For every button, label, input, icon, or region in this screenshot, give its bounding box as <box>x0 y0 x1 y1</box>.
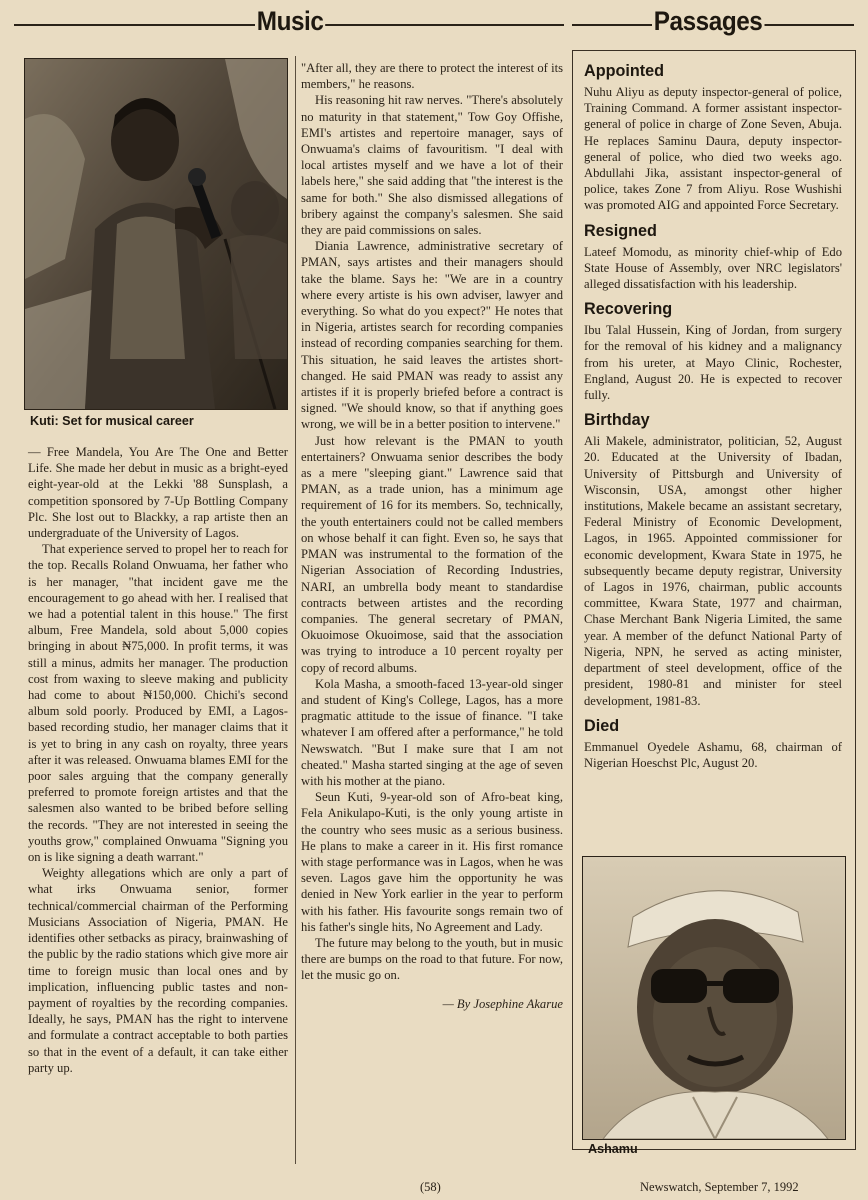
ashamu-photo <box>582 856 846 1140</box>
article-byline: — By Josephine Akarue <box>442 996 563 1011</box>
passages-content <box>584 62 842 779</box>
ashamu-photo-caption: Ashamu <box>588 1142 638 1156</box>
passage-heading: Birthday <box>584 411 650 430</box>
section-title-music: Music <box>256 6 324 36</box>
passage-resigned <box>584 222 842 293</box>
passage-appointed <box>584 62 842 214</box>
passage-birthday <box>584 411 842 708</box>
article-column-2 <box>301 60 563 1012</box>
passage-heading: Appointed <box>584 62 665 80</box>
kuti-photo-caption: Kuti: Set for musical career <box>30 414 194 428</box>
col2-paragraph: Just how relevant is the PMAN to youth entertainers? Onwuama senior describes the body as a mere "sleeping giant." Lawrence said that PMAN, as a trade union, has a minimum age requirement of 16 for its members. So, technically, the youth entertainers could not be called members on whose behalf it can fight. Even so, he says that PMAN was instrumental to the formation of the Nigerian Association of Recording Industries, NARI, an umbrella body meant to standardise contracts between artistes and the recording companies. The general secretary of PMAN, Okuoimose Okuoimose, said that the association was trying to introduce a 10 percent royalty per copy of record albums. <box>301 433 563 675</box>
passage-body: Nuhu Aliyu as deputy inspector-general of police, Training Command. A former assistant inspector-general of police in charge of Zone Seven, Abuja. He replaces Saminu Daura, deputy inspector-general of police, who died two weeks ago. Abdullahi Jika, assistant inspector-general of police, takes Zone 7 from Aliyu. Rose Wushishi was promoted AIG and appointed Force Secretary. <box>584 85 842 213</box>
passage-body: Ibu Talal Hussein, King of Jordan, from surgery for the removal of his kidney and a malignancy from his ureter, at Mayo Clinic, Rochester, England, August 20. He is expected to recover fully. <box>584 323 842 403</box>
col2-paragraph: Diania Lawrence, administrative secretary of PMAN, says artistes and their managers should take the blame. Says he: "We are in a country where every artiste is his own adviser, lawyer and everything. So what do you expect?" He notes that in Nigeria, artistes search for recording companies instead of recording companies searching for them. This situation, he said leaves the artistes short-changed. He said PMAN was ready to assist any artistes if it is properly briefed before a contract is signed. "We should know, so that if anything goes wrong, we will be in a better position to intervene." <box>301 239 563 432</box>
ashamu-photo-image <box>583 857 845 1139</box>
passage-heading: Resigned <box>584 221 657 240</box>
publication-footer: Newswatch, September 7, 1992 <box>640 1180 799 1194</box>
passage-body: Emmanuel Oyedele Ashamu, 68, chairman of Nigerian Hoeschst Plc, August 20. <box>584 739 842 770</box>
kuti-photo-image <box>25 59 287 409</box>
col2-paragraph: The future may belong to the youth, but in music there are bumps on the road to that future. For now, let the music go on. <box>301 935 563 983</box>
column-rule <box>295 56 296 1164</box>
col2-paragraph: "After all, they are there to protect the interest of its members," he reasons. <box>301 61 563 92</box>
col1-paragraph: — Free Mandela, You Are The One and Better Life. She made her debut in music as a bright-eyed eight-year-old at the Lekki '88 Sunsplash, a competition sponsored by 7-Up Bottling Company Plc. She lost out to Blackky, a rap artiste then an undergraduate of the University of Lagos. <box>28 445 288 541</box>
article-column-1 <box>28 444 288 1076</box>
col2-paragraph: Kola Masha, a smooth-faced 13-year-old singer and student of King's College, Lagos, has a more pragmatic attitude to the issue of finance. "I take whatever I am offered after a performance," he told Newswatch. "But I make sure that I am not cheated." Masha started singing at the age of seven with his mother at the piano. <box>301 676 563 788</box>
section-title-passages: Passages <box>653 6 763 36</box>
kuti-photo <box>24 58 288 410</box>
passage-heading: Recovering <box>584 300 673 319</box>
col2-paragraph: His reasoning hit raw nerves. "There's absolutely no maturity in that statement," Tow Goy Offishe, EMI's artistes and repertoire manager, says of Onwuama's claims of favouritism. "I deal with local artistes myself and we have a lot of their labels here," she said adding that "the interest is the same for both." She also dismissed allegations of bribery against the company's salesmen. She said they are paid commissions on sales. <box>301 93 563 238</box>
col1-paragraph: That experience served to propel her to reach for the top. Recalls Roland Onwuama, her father who is her manager, "that incident gave me the encouragement to go ahead with her. I realised that we had a potential talent in this house." The first album, Free Mandela, sold about 5,000 copies bringing in about ₦75,000. In profit terms, it was still a minus, admits her manager. The production cost from waxing to sleeve making and publicity had come to about ₦150,000. Chichi's second album sold poorly. Produced by EMI, a Lagos-based recording studio, her manager claims that it is yet to bring in any cash on royalty, three years after it was released. Onwuama blames EMI for the poor sales arguing that the company generally preferred to promote foreign artistes and that the salesmen also wanted to be bribed before selling the records. "They are not interested in seeing the youths grow," complained Onwuama "Signing you on is like signing a death warrant." <box>28 542 288 865</box>
passage-died <box>584 717 842 771</box>
passage-body: Ali Makele, administrator, politician, 52, August 20. Educated at the University of Ibadan, University of Pittsburgh and University of Wisconsin, USA, amongst other higher institutions, Makele became an assistant secretary, Federal Ministry of Economic Development, Lagos, in 1965. Appointed commissioner for economic development, Kwara State in 1975, he subsequently became deputy registrar, University of Lagos in 1976, chairman, public accounts committee, Kwara State, 1977 and chairman, Chase Merchant Bank Nigeria Limited, the same year. A member of the defunct National Party of Nigeria, NPN, he served as acting minister, department of steel development, office of the president, 1980-81 and minister for steel development, 1981-83. <box>584 434 842 708</box>
page-number: (58) <box>420 1180 441 1194</box>
passage-recovering <box>584 300 842 403</box>
passage-heading: Died <box>584 716 620 735</box>
col1-paragraph: Weighty allegations which are only a part of what irks Onwuama senior, former technical/commercial chairman of the Performing Musicians Association of Nigeria, PMAN. He identifies other setbacks as piracy, brainwashing of the public by the radio stations which give more air time to foreign music than local ones and by implication, influencing public tastes and non-payment of royalties by the recording companies. Ideally, he says, PMAN has the right to intervene and formulate a contract acceptable to both parties so that in the event of a default, it can take either party up. <box>28 866 288 1075</box>
passage-body: Lateef Momodu, as minority chief-whip of Edo State House of Assembly, over NRC legislators' alleged dissatisfaction with his leadership. <box>584 244 842 292</box>
col2-paragraph: Seun Kuti, 9-year-old son of Afro-beat king, Fela Anikulapo-Kuti, is the only young artiste in the country who sees music as a serious business. He plans to make a career in it. His first romance with stage performance was in Lagos, when he was seven. Lagos gave him the opportunity he was denied in New York earlier in the year to perform with his father. His favourite songs remain two of his father's single hits, No Agreement and Lady. <box>301 790 563 934</box>
